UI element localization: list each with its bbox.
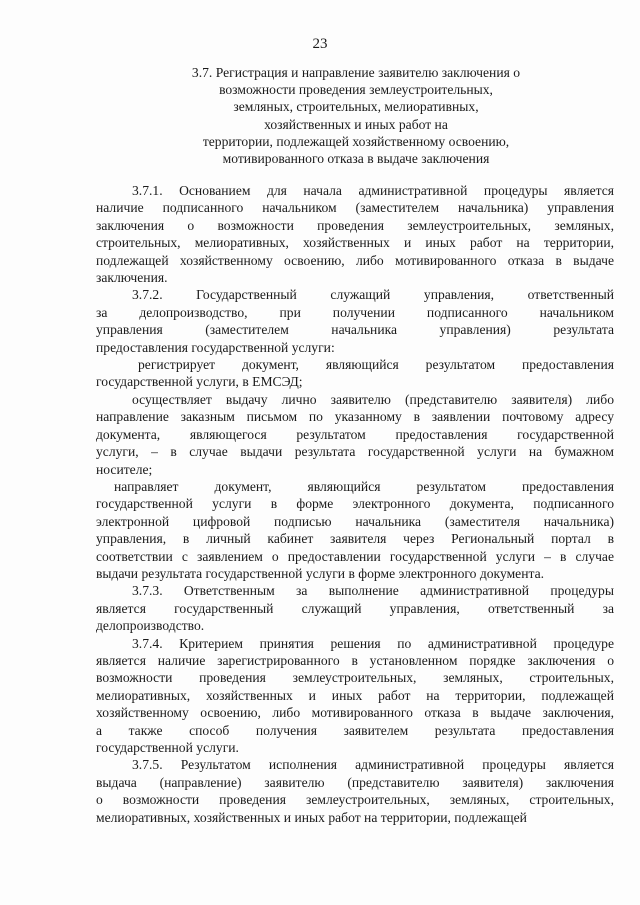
- text-line: выдачи результата государственной услуги в форме электронного документа.: [96, 565, 545, 581]
- text-line: заключения о возможности проведения землеустроительных, земляных,: [96, 217, 614, 233]
- text-line: заключения.: [96, 270, 168, 286]
- text-line: подлежащей хозяйственному освоению, либо мотивированного отказа в выдаче: [96, 252, 614, 268]
- paragraph-p374: [96, 635, 614, 757]
- section-heading: [96, 64, 616, 167]
- text-line: строительных, мелиоративных, хозяйственных и иных работ на территории,: [96, 235, 614, 251]
- page-number: 23: [312, 36, 328, 52]
- text-line: соответствии с заявлением о предоставлении государственной услуги – в случае: [96, 548, 614, 564]
- text-line: электронной цифровой подписью начальника (заместителя начальника): [96, 513, 614, 529]
- paragraph-p371: [96, 182, 614, 286]
- text-line: осуществляет выдачу лично заявителю (представителю заявителя) либо: [132, 391, 614, 407]
- text-line: управления (заместителем начальника управления) результата: [96, 322, 614, 338]
- text-line: предоставления государственной услуги:: [96, 339, 335, 355]
- text-line: хозяйственному освоению, либо мотивированного отказа в выдаче заключения,: [96, 705, 614, 721]
- text-line: выдача (направление) заявителю (представителю заявителя) заключения: [96, 774, 614, 790]
- paragraph-p372c: [96, 478, 614, 582]
- text-line: 3.7.1. Основанием для начала административной процедуры является: [132, 183, 614, 198]
- text-line: регистрирует документ, являющийся результатом предоставления: [138, 357, 614, 373]
- text-line: 3.7.5. Результатом исполнения административной процедуры является: [132, 757, 614, 773]
- text-line: документа, являющегося результатом предоставления государственной: [96, 426, 614, 442]
- text-line: услуги, – в случае выдачи результата государственной услуги на бумажном: [96, 444, 614, 460]
- text-line: мелиоративных, хозяйственных и иных работ на территории, подлежащей: [96, 687, 614, 703]
- text-line: 3.7.2. Государственный служащий управления, ответственный: [132, 287, 614, 303]
- text-line: управления, в личный кабинет заявителя через Региональный портал в: [96, 531, 614, 547]
- text-line: является государственный служащий управления, ответственный за: [96, 600, 614, 616]
- heading-line: территории, подлежащей хозяйственному освоению,: [202, 133, 510, 149]
- text-line: делопроизводство.: [96, 618, 205, 634]
- text-line: наличие подписанного начальником (заместителем начальника) управления: [96, 200, 614, 216]
- paragraph-p372a: [96, 356, 614, 391]
- text-line: а также способ получения заявителем результата предоставления: [96, 722, 614, 738]
- paragraph-p372b: [96, 391, 614, 478]
- heading-line: возможности проведения землеустроительных,: [219, 82, 493, 98]
- heading-line: мотивированного отказа в выдаче заключения: [222, 151, 490, 167]
- heading-line: хозяйственных и иных работ на: [264, 116, 448, 132]
- heading-line: земляных, строительных, мелиоративных,: [233, 99, 479, 115]
- text-line: направление заказным письмом по указанному в заявлении почтовому адресу: [96, 409, 614, 425]
- text-line: мелиоративных, хозяйственных и иных работ на территории, подлежащей: [96, 809, 527, 825]
- paragraph-p372: [96, 286, 614, 356]
- text-line: государственной услуги, в ЕМСЭД;: [96, 374, 303, 390]
- text-line: направляет документ, являющийся результатом предоставления: [114, 478, 614, 494]
- text-line: возможности проведения землеустроительных, земляных, строительных,: [96, 670, 614, 686]
- text-line: за делопроизводство, при получении подписанного начальником: [96, 304, 614, 320]
- paragraph-p373: [96, 582, 614, 634]
- heading-line: 3.7. Регистрация и направление заявителю заключения о: [191, 65, 521, 80]
- document-body: [96, 182, 614, 826]
- text-line: 3.7.4. Критерием принятия решения по административной процедуре: [132, 635, 614, 651]
- text-line: носителе;: [96, 461, 153, 477]
- text-line: о возможности проведения землеустроительных, земляных, строительных,: [96, 792, 614, 808]
- text-line: государственной услуги в форме электронного документа, подписанного: [96, 496, 614, 512]
- text-line: 3.7.3. Ответственным за выполнение административной процедуры: [132, 583, 614, 599]
- text-line: является наличие зарегистрированного в установленном порядке заключения о: [96, 652, 614, 668]
- text-line: государственной услуги.: [96, 740, 239, 755]
- paragraph-p375: [96, 756, 614, 826]
